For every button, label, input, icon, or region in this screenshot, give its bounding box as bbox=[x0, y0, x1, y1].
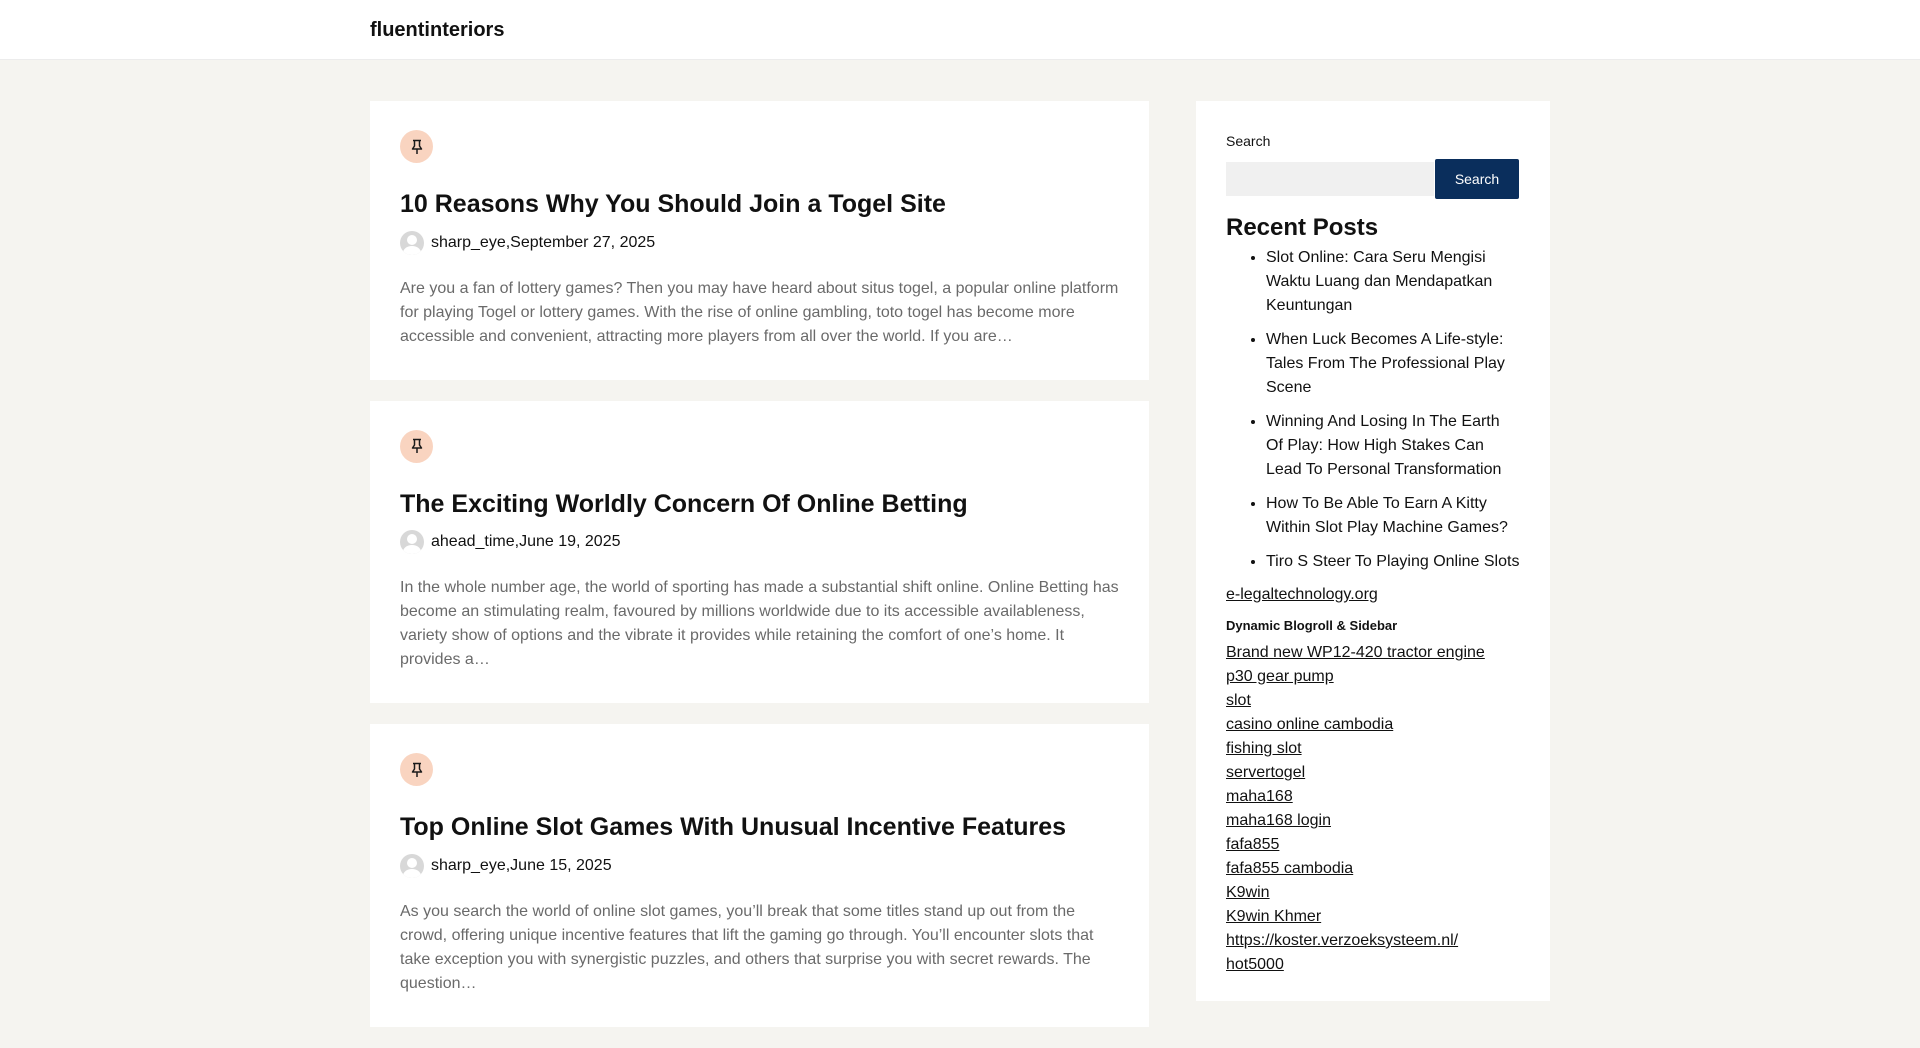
recent-post-link[interactable]: Tiro S Steer To Playing Online Slots bbox=[1266, 553, 1520, 570]
search-form bbox=[1226, 159, 1520, 199]
blogroll-link[interactable]: fafa855 bbox=[1226, 836, 1280, 853]
search-button[interactable]: Search bbox=[1435, 159, 1519, 199]
recent-posts-list bbox=[1226, 246, 1520, 574]
list-item bbox=[1226, 761, 1520, 785]
list-item bbox=[1266, 492, 1520, 540]
post-meta bbox=[400, 854, 1119, 878]
post-date[interactable]: June 15, 2025 bbox=[510, 856, 612, 874]
pin-icon bbox=[400, 430, 433, 463]
list-item bbox=[1226, 737, 1520, 761]
avatar bbox=[400, 854, 424, 878]
post-excerpt: In the whole number age, the world of sporting has made a substantial shift online. Online Betting has become an stimulating realm, favoured by millions worldwide due to its accessible availableness, variety show of options and the vibrate it provides while retaining the comfort of one’s home. It provides a… bbox=[400, 579, 1119, 668]
list-item bbox=[1226, 809, 1520, 833]
search-input[interactable] bbox=[1226, 162, 1434, 196]
recent-post-link[interactable]: Slot Online: Cara Seru Mengisi Waktu Luang dan Mendapatkan Keuntungan bbox=[1266, 249, 1493, 314]
blogroll-link[interactable]: slot bbox=[1226, 692, 1251, 709]
blogroll-link[interactable]: hot5000 bbox=[1226, 956, 1284, 973]
blogroll-link[interactable]: servertogel bbox=[1226, 764, 1306, 781]
post-author[interactable]: ahead_time bbox=[431, 533, 515, 550]
recent-posts-heading: Recent Posts bbox=[1226, 214, 1379, 241]
blogroll-link[interactable]: fafa855 cambodia bbox=[1226, 860, 1354, 877]
post-title-link[interactable]: Top Online Slot Games With Unusual Incentive Features bbox=[400, 813, 1067, 841]
list-item bbox=[1226, 905, 1520, 929]
list-item bbox=[1266, 410, 1520, 482]
list-item bbox=[1226, 665, 1520, 689]
pin-icon bbox=[400, 753, 433, 786]
list-item bbox=[1266, 550, 1520, 574]
avatar bbox=[400, 231, 424, 255]
post-meta bbox=[400, 231, 1119, 255]
blogroll-link[interactable]: K9win bbox=[1226, 884, 1270, 901]
blogroll-link[interactable]: casino online cambodia bbox=[1226, 716, 1394, 733]
blogroll-heading: Dynamic Blogroll & Sidebar bbox=[1226, 618, 1398, 633]
meta-separator: , bbox=[505, 233, 511, 251]
list-item bbox=[1226, 641, 1520, 665]
post-author[interactable]: sharp_eye bbox=[431, 233, 506, 251]
external-site-link[interactable]: e-legaltechnology.org bbox=[1226, 586, 1378, 603]
blogroll-link[interactable]: p30 gear pump bbox=[1226, 668, 1334, 685]
recent-post-link[interactable]: How To Be Able To Earn A Kitty Within Slot Play Machine Games? bbox=[1266, 495, 1508, 536]
meta-separator: , bbox=[505, 856, 511, 874]
sidebar bbox=[1196, 101, 1550, 1001]
list-item bbox=[1226, 929, 1520, 953]
blogroll-link[interactable]: maha168 bbox=[1226, 788, 1293, 805]
post-date[interactable]: September 27, 2025 bbox=[510, 233, 656, 251]
blogroll-list bbox=[1226, 641, 1520, 977]
list-item bbox=[1226, 857, 1520, 881]
post-title-link[interactable]: The Exciting Worldly Concern Of Online Betting bbox=[400, 489, 968, 518]
blogroll-link[interactable]: K9win Khmer bbox=[1226, 908, 1322, 925]
post-card bbox=[370, 401, 1149, 704]
post-title-link[interactable]: 10 Reasons Why You Should Join a Togel Site bbox=[400, 190, 946, 218]
post-date[interactable]: June 19, 2025 bbox=[519, 533, 621, 550]
list-item bbox=[1226, 713, 1520, 737]
post-card bbox=[370, 101, 1149, 380]
post-excerpt: Are you a fan of lottery games? Then you may have heard about situs togel, a popular online platform for playing Togel or lottery games. With the rise of online gambling, toto togel has become more accessible and convenient, attracting more players from all over the world. If you are… bbox=[400, 279, 1119, 345]
list-item bbox=[1226, 785, 1520, 809]
blogroll-link[interactable]: maha168 login bbox=[1226, 812, 1331, 829]
list-item bbox=[1226, 833, 1520, 857]
search-label: Search bbox=[1226, 133, 1271, 149]
post-card bbox=[370, 724, 1149, 1027]
blogroll-link[interactable]: https://koster.verzoeksysteem.nl/ bbox=[1226, 932, 1459, 949]
list-item bbox=[1226, 953, 1520, 977]
pin-icon bbox=[400, 130, 433, 163]
blogroll-link[interactable]: fishing slot bbox=[1226, 740, 1302, 757]
site-title-link[interactable]: fluentinteriors bbox=[370, 19, 505, 41]
list-item bbox=[1226, 689, 1520, 713]
recent-post-link[interactable]: Winning And Losing In The Earth Of Play: How High Stakes Can Lead To Personal Transformation bbox=[1266, 413, 1502, 478]
avatar bbox=[400, 530, 424, 554]
post-excerpt: As you search the world of online slot games, you’ll break that some titles stand up out from the crowd, offering unique incentive features that lift the gaming go through. You’ll encounter slots that take exception you with synergistic puzzles, and others that surprise you with secret rewards. The question… bbox=[400, 902, 1094, 992]
post-author[interactable]: sharp_eye bbox=[431, 856, 506, 874]
blogroll-link[interactable]: Brand new WP12-420 tractor engine bbox=[1226, 644, 1485, 661]
list-item bbox=[1226, 881, 1520, 905]
recent-post-link[interactable]: When Luck Becomes A Life-style: Tales From The Professional Play Scene bbox=[1266, 331, 1505, 396]
list-item bbox=[1266, 328, 1520, 400]
post-meta bbox=[400, 530, 1119, 554]
list-item bbox=[1266, 246, 1520, 318]
post-list bbox=[370, 101, 1149, 1048]
meta-separator: , bbox=[514, 533, 520, 550]
site-header bbox=[0, 0, 1920, 60]
